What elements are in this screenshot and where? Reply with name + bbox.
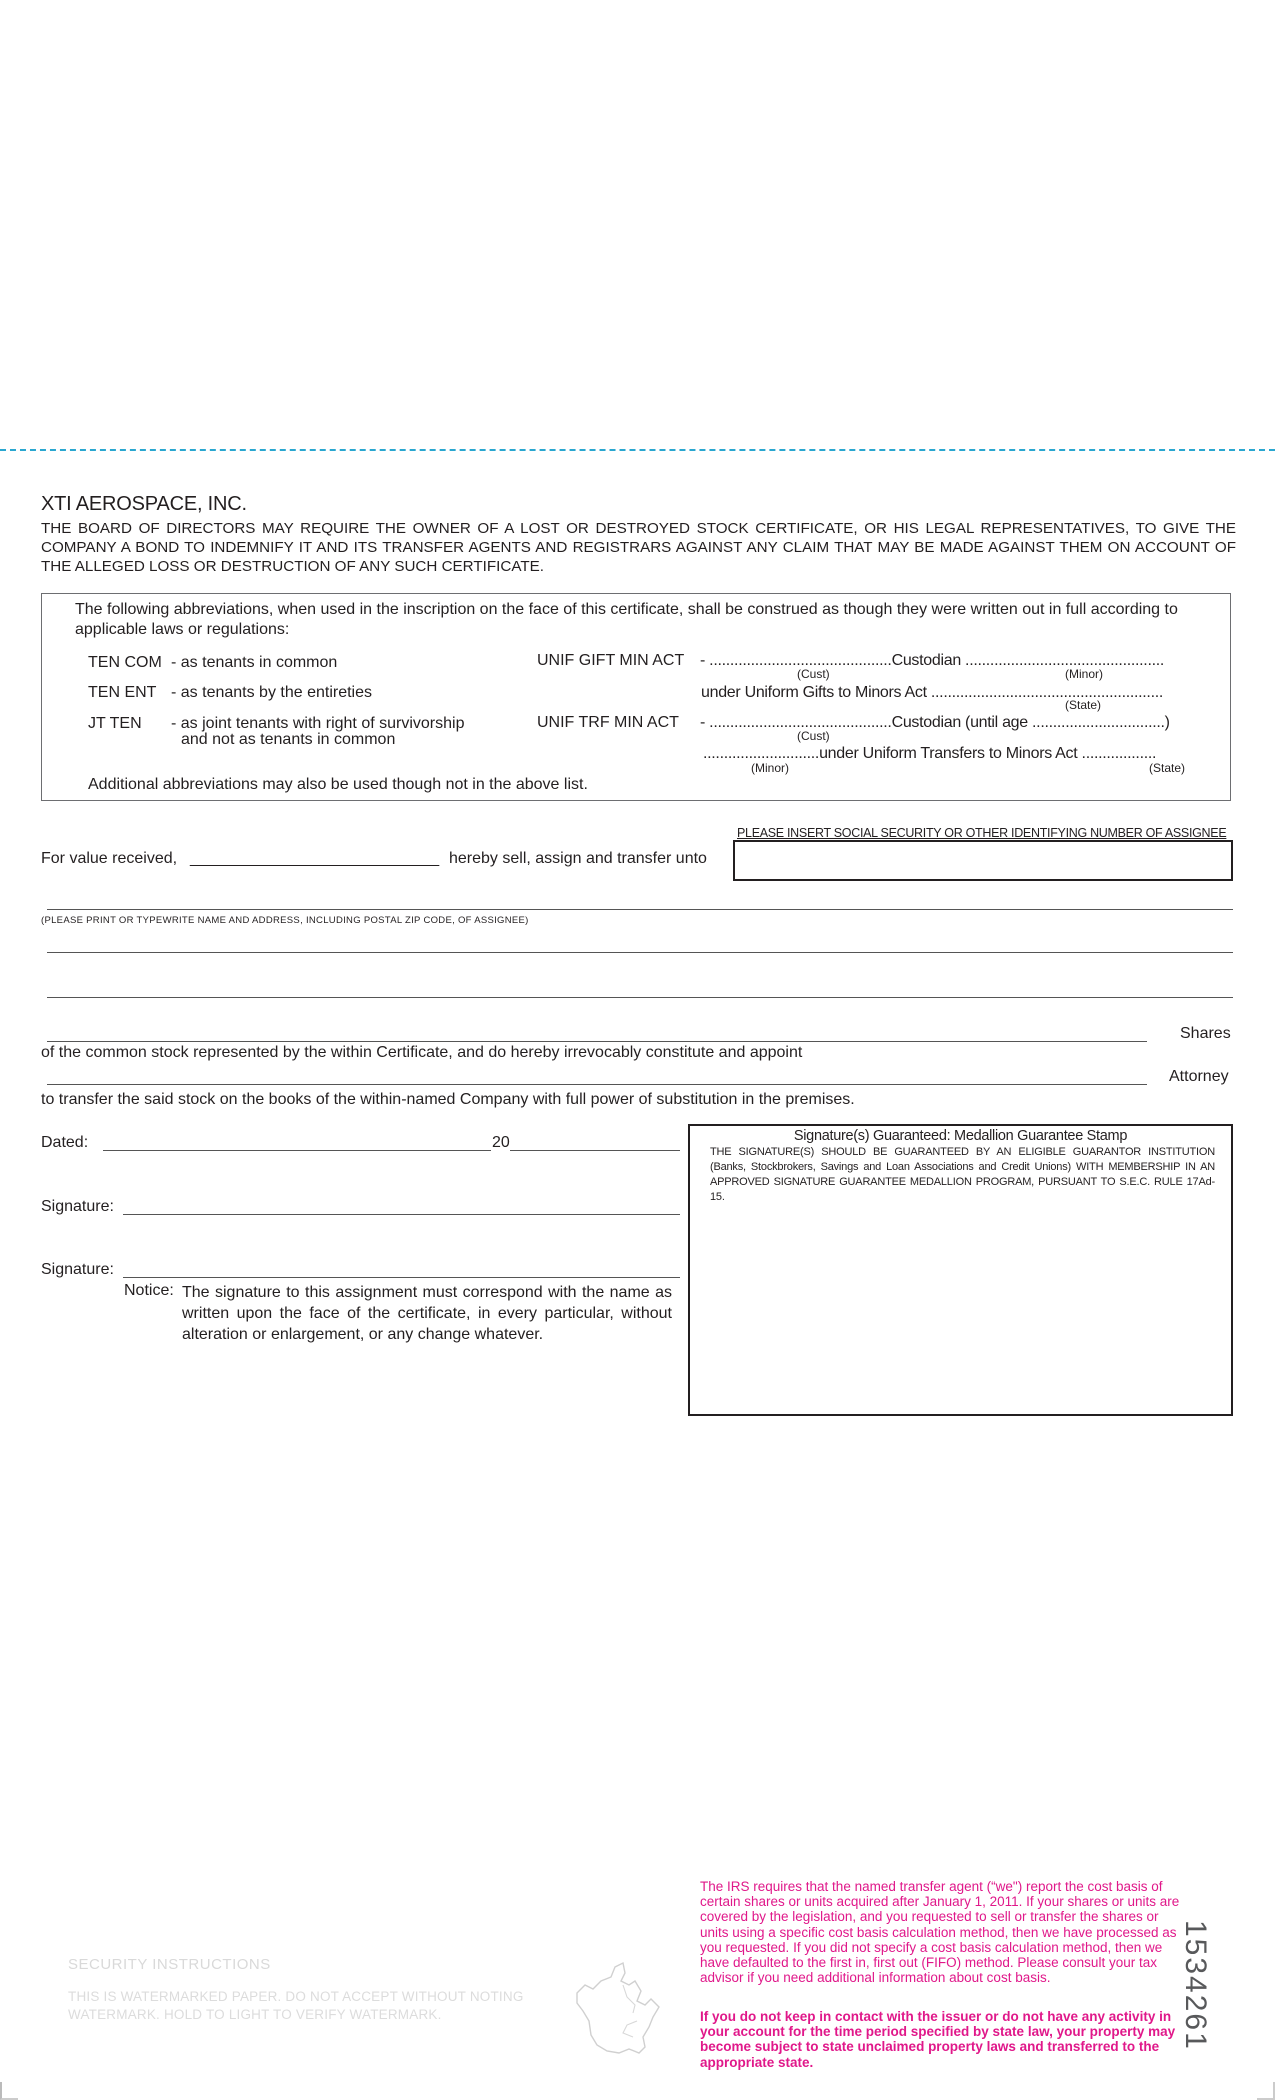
abbr-meaning-jt-ten: - as joint tenants with right of survivorship [171,715,465,732]
abbr-meaning-ten-ent: - as tenants by the entireties [171,684,372,701]
unif-trf-cust-label: (Cust) [797,729,830,743]
assignee-name-caption: (PLEASE PRINT OR TYPEWRITE NAME AND ADDRESS, INCLUDING POSTAL ZIP CODE, OF ASSIGNEE) [41,915,529,926]
abbreviations-footer: Additional abbreviations may also be used though not in the above list. [88,776,588,793]
ssn-caption: PLEASE INSERT SOCIAL SECURITY OR OTHER IDENTIFYING NUMBER OF ASSIGNEE [737,826,1227,840]
assignee-name-line-1[interactable] [47,909,1233,910]
unif-trf-line2: ............................under Uniform Transfers to Minors Act .................. [703,745,1157,762]
assignee-address-line-2[interactable] [47,952,1233,953]
shares-quantity-line[interactable] [47,1041,1147,1042]
unif-trf-minor-label: (Minor) [751,761,789,775]
shares-label: Shares [1180,1025,1231,1042]
unif-gift-cust-label: (Cust) [797,667,830,681]
assignor-name-field[interactable]: ____________________________ [190,850,440,867]
signature-field-2[interactable] [123,1277,680,1278]
year-field[interactable] [510,1150,680,1151]
crop-mark-right [1257,2082,1275,2100]
crop-mark-left [0,2082,18,2100]
unif-gift-state-label: (State) [1065,698,1102,712]
abbreviations-intro: The following abbreviations, when used in the inscription on the face of this certificate, shall be construed as though they were written out in full according to applicable laws or regulations: [75,601,1178,638]
cut-line [0,449,1275,451]
abbr-code-jt-ten: JT TEN [88,715,142,732]
security-instructions-text: THIS IS WATERMARKED PAPER. DO NOT ACCEPT WITHOUT NOTING WATERMARK. HOLD TO LIGHT TO VERIFY WATERMARK. [68,1989,524,2022]
unif-gift-line2: under Uniform Gifts to Minors Act ........................................................ [701,684,1164,701]
unif-trf-state-label: (State) [1149,761,1186,775]
signature-label-2: Signature: [41,1261,114,1278]
for-value-label: For value received, [41,850,178,867]
north-america-map-icon [563,1955,678,2070]
assignee-address-line-3[interactable] [47,997,1233,998]
unif-gift-minor-label: (Minor) [1065,667,1103,681]
abbr-code-unif-trf: UNIF TRF MIN ACT [537,714,679,731]
irs-cost-basis-notice: The IRS requires that the named transfer agent (“we") report the cost basis of certain shares or units acquired after January 1, 2011. If your shares or units are covered by the legislation, and you requested to sell or transfer the shares or units using a specific cost basis calculation method, then we have processed as you requested. If you did not specify a cost basis calculation method, then we have defaulted to the first in, first out (FIFO) method. Please consult your tax advisor if you need additional information about cost basis. [700,1879,1180,1986]
year-prefix: 20 [492,1134,510,1151]
company-name: XTI AEROSPACE, INC. [41,493,247,515]
abbr-code-ten-com: TEN COM [88,654,162,671]
unif-trf-line1: - ............................................Custodian (until age ................................) [700,714,1170,731]
notice-text: The signature to this assignment must correspond with the name as written upon the face of the certificate, in every particular, without alteration or enlargement, or any change whatever. [182,1284,672,1343]
serial-number: 1534261 [1179,1920,1212,2051]
security-instructions-title: SECURITY INSTRUCTIONS [68,1956,271,1973]
lost-certificate-notice: THE BOARD OF DIRECTORS MAY REQUIRE THE OWNER OF A LOST OR DESTROYED STOCK CERTIFICATE, OR HIS LEGAL REPRESENTATIVES, TO GIVE THE COMPANY A BOND TO INDEMNIFY IT AND ITS TRANSFER AGENTS AND REGISTRARS AGAINST ANY CLAIM THAT MAY BE MADE AGAINST THEM ON ACCOUNT OF THE ALLEGED LOSS OR DESTRUCTION OF ANY SUCH CERTIFICATE. [41,520,1236,575]
dated-label: Dated: [41,1134,89,1151]
abbr-code-unif-gift: UNIF GIFT MIN ACT [537,652,685,669]
abbr-meaning-jt-ten-line2: and not as tenants in common [181,731,396,748]
abbr-meaning-ten-com: - as tenants in common [171,654,338,671]
date-field[interactable] [103,1150,491,1151]
notice-label: Notice: [124,1282,174,1299]
attorney-name-line[interactable] [47,1084,1147,1085]
transfer-text: to transfer the said stock on the books of the within-named Company with full power of substitution in the premises. [41,1091,855,1108]
medallion-stamp-text: THE SIGNATURE(S) SHOULD BE GUARANTEED BY AN ELIGIBLE GUARANTOR INSTITUTION (Banks, Stockbrokers, Savings and Loan Associations and Credit Unions) WITH MEMBERSHIP IN AN APPROVED SIGNATURE GUARANTEE MEDALLION PROGRAM, PURSUANT TO S.E.C. RULE 17Ad-15. [710,1146,1215,1203]
sell-assign-transfer-text: hereby sell, assign and transfer unto [449,850,707,867]
common-stock-text: of the common stock represented by the within Certificate, and do hereby irrevocably constitute and appoint [41,1044,803,1061]
medallion-stamp-title: Signature(s) Guaranteed: Medallion Guarantee Stamp [793,1128,1128,1144]
signature-field-1[interactable] [123,1214,680,1215]
unclaimed-property-notice: If you do not keep in contact with the issuer or do not have any activity in your account for the time period specified by state law, your property may become subject to state unclaimed property laws and transferred to the appropriate state. [700,2009,1176,2070]
unif-gift-line1: - ............................................Custodian ................................................ [700,652,1165,669]
signature-label-1: Signature: [41,1198,114,1215]
ssn-input[interactable] [733,840,1233,881]
abbr-code-ten-ent: TEN ENT [88,684,157,701]
attorney-label: Attorney [1169,1068,1229,1085]
